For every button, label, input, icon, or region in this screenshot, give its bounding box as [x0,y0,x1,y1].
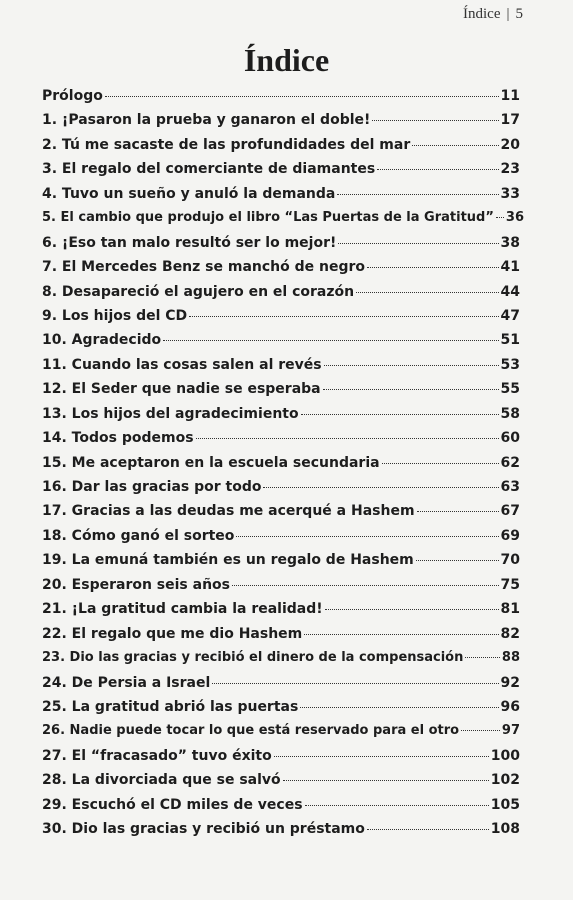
toc-entry-title: 24. De Persia a Israel [42,674,211,691]
toc-entry-page: 96 [500,698,520,715]
dot-leader [163,340,498,341]
toc-entry-page: 11 [500,88,520,104]
toc-entry-page: 33 [500,185,520,202]
toc-entry-title: 12. El Seder que nadie se esperaba [42,381,321,398]
toc-entry-page: 63 [500,479,520,495]
toc-entry-title: 13. Los hijos del agradecimiento [42,405,299,422]
header-section: Índice [463,6,501,22]
toc-entry [42,797,520,821]
toc-entry-page: 105 [490,796,520,813]
toc-entry-title: 28. La divorciada que se salvó [42,772,281,789]
running-header [463,6,523,23]
dot-leader [324,365,499,366]
toc-entry-title: 8. Desapareció el agujero en el corazón [42,283,355,300]
toc-entry-page: 67 [500,503,520,520]
dot-leader [263,487,498,488]
dot-leader [382,463,499,464]
toc-entry-title: 29. Escuchó el CD miles de veces [42,796,303,813]
dot-leader [417,511,499,512]
dot-leader [323,389,499,390]
toc-entry [42,748,520,772]
toc-entry-page: 70 [500,552,520,569]
toc-entry [42,357,520,381]
dot-leader [305,805,489,806]
toc-entry-page: 38 [500,234,520,251]
toc-entry-title: 16. Dar las gracias por todo [42,479,262,495]
toc-entry-title: 15. Me aceptaron en la escuela secundaria [42,454,380,471]
dot-leader [372,120,498,121]
dot-leader [338,243,498,244]
dot-leader [301,414,499,415]
toc-entry-title: 7. El Mercedes Benz se manchó de negro [42,259,366,276]
toc-entry [42,406,520,430]
header-separator: | [506,6,510,22]
toc-entry-title: 27. El “fracasado” tuvo éxito [42,747,272,764]
toc-entry [42,821,520,845]
toc-entry [42,650,520,674]
toc-entry [42,455,520,479]
toc-entry [42,626,520,650]
table-of-contents [42,88,524,846]
toc-entry-page: 88 [501,650,520,666]
toc-entry-page: 82 [500,625,520,642]
toc-entry [42,772,520,796]
dot-leader [367,829,489,830]
toc-entry-title: 9. Los hijos del CD [42,307,188,324]
toc-entry-page: 62 [500,454,520,471]
toc-entry-page: 53 [500,356,520,373]
toc-entry [42,137,520,161]
toc-entry [42,112,520,136]
toc-entry [42,675,520,699]
toc-entry [42,186,520,210]
toc-entry-page: 41 [500,259,520,276]
toc-entry-title: 21. ¡La gratitud cambia la realidad! [42,601,323,618]
dot-leader [196,438,499,439]
dot-leader [105,96,499,97]
toc-entry-page: 23 [500,161,520,178]
dot-leader [412,145,498,146]
toc-entry-page: 44 [500,283,520,300]
toc-entry [42,723,520,747]
toc-entry-title: 11. Cuando las cosas salen al revés [42,356,322,373]
toc-entry [42,577,520,601]
dot-leader [356,292,498,293]
toc-entry-page: 20 [500,136,520,153]
toc-entry [42,381,520,405]
toc-entry [42,479,520,503]
dot-leader [274,756,489,757]
toc-entry-title: 25. La gratitud abrió las puertas [42,698,299,715]
toc-entry-page: 60 [500,430,520,447]
toc-entry-page: 55 [500,381,520,398]
dot-leader [496,217,504,218]
toc-entry-page: 69 [500,527,520,544]
dot-leader [367,267,498,268]
toc-entry [42,308,520,332]
toc-entry [42,88,520,112]
dot-leader [337,194,498,195]
toc-entry [42,235,520,259]
toc-entry-title: 20. Esperaron seis años [42,576,231,593]
toc-entry [42,284,520,308]
toc-entry-title: 10. Agradecido [42,332,162,349]
dot-leader [236,536,498,537]
toc-entry-page: 51 [500,332,520,349]
toc-entry-title: 6. ¡Eso tan malo resultó ser lo mejor! [42,234,337,251]
toc-entry-page: 97 [501,723,520,739]
toc-entry [42,259,520,283]
dot-leader [304,634,498,635]
toc-entry-page: 100 [490,747,520,764]
toc-entry-title: 5. El cambio que produjo el libro “Las Puertas de la Gratitud” [42,210,494,226]
dot-leader [416,560,499,561]
toc-entry-title: Prólogo [42,88,103,104]
toc-entry-page: 58 [500,405,520,422]
dot-leader [377,169,498,170]
dot-leader [325,609,499,610]
toc-entry-title: 30. Dio las gracias y recibió un préstamo [42,821,365,838]
dot-leader [300,707,498,708]
toc-entry [42,332,520,356]
toc-entry-title: 19. La emuná también es un regalo de Hashem [42,552,414,569]
toc-entry-page: 102 [490,772,520,789]
toc-entry-title: 3. El regalo del comerciante de diamantes [42,161,376,178]
toc-entry-page: 17 [500,112,520,129]
toc-entry-title: 4. Tuvo un sueño y anuló la demanda [42,185,336,202]
toc-entry [42,430,520,454]
toc-entry-title: 14. Todos podemos [42,430,194,447]
dot-leader [212,683,498,684]
toc-entry [42,601,520,625]
toc-entry-title: 17. Gracias a las deudas me acerqué a Hashem [42,503,415,520]
toc-entry-page: 36 [505,210,524,226]
dot-leader [232,585,499,586]
toc-entry-title: 26. Nadie puede tocar lo que está reservado para el otro [42,723,460,739]
toc-entry [42,503,520,527]
toc-entry [42,699,520,723]
dot-leader [465,657,500,658]
toc-entry [42,210,524,234]
toc-entry-title: 2. Tú me sacaste de las profundidades del mar [42,136,411,153]
toc-entry-title: 18. Cómo ganó el sorteo [42,527,235,544]
toc-entry-page: 75 [500,576,520,593]
page-title: Índice [243,42,330,78]
dot-leader [283,780,489,781]
toc-entry-title: 23. Dio las gracias y recibió el dinero de la compensación [42,650,464,666]
toc-entry-title: 22. El regalo que me dio Hashem [42,625,303,642]
toc-entry-page: 81 [500,601,520,618]
toc-entry-page: 47 [500,307,520,324]
toc-entry-title: 1. ¡Pasaron la prueba y ganaron el doble! [42,112,371,129]
dot-leader [189,316,498,317]
toc-entry [42,528,520,552]
toc-entry [42,552,520,576]
toc-entry-page: 108 [490,821,520,838]
header-page-number: 5 [515,6,523,22]
dot-leader [461,730,500,731]
toc-entry-page: 92 [500,674,520,691]
toc-entry [42,161,520,185]
